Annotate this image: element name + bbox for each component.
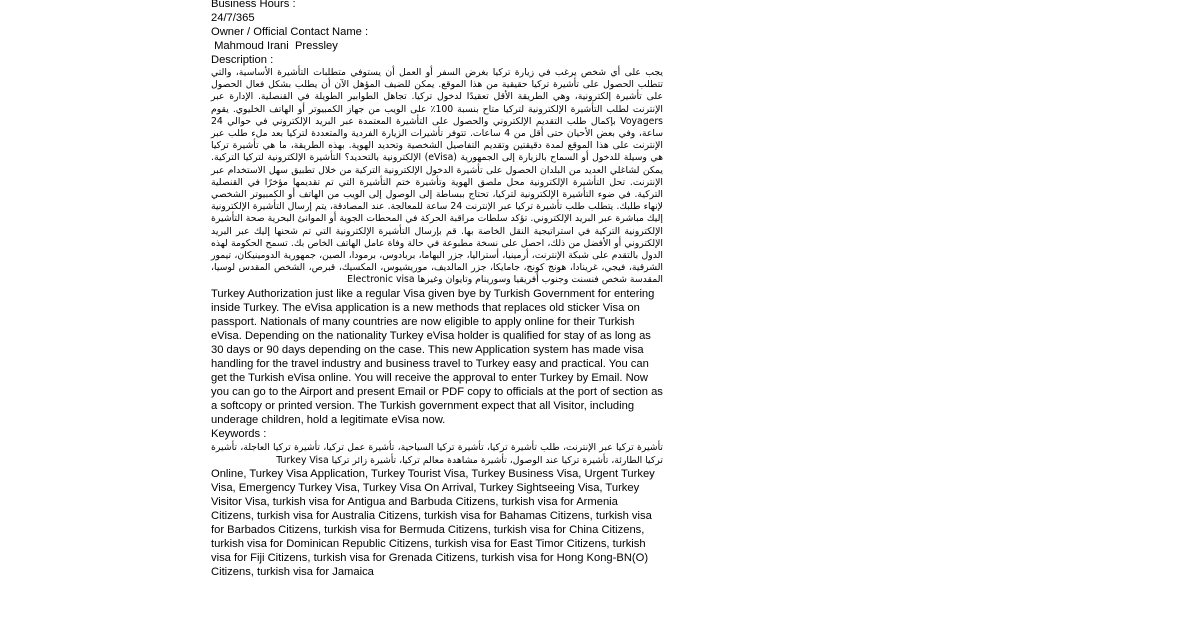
owner-value: Mahmoud Irani Pressley [211, 40, 338, 52]
owner-label: Owner / Official Contact Name : [211, 26, 369, 38]
keywords-label: Keywords : [211, 427, 267, 440]
keywords-arabic-text: تأشيرة تركيا عبر الإنترنت، طلب تأشيرة تركيا، تأشيرة تركيا السياحية، تأشيرة عمل تركيا، تأشيرة تركيا العاجلة، تأشيرة تركيا الطارئة، تأشيرة تركيا عند الوصول، تأشيرة مشاهدة معالم تركيا، تأشيرة زائر تركيا Turkey Visa [211, 441, 663, 467]
business-hours-label: Business Hours : [211, 0, 296, 10]
description-english-text: Turkey Authorization just like a regular Visa given bye by Turkish Government for entering inside Turkey. The eVisa application is a new methods that replaces old sticker Visa on passport. Nationals of many countries are now eligible to apply online for their Turkish eVisa. Depending on the nationality Turkey eVisa holder is qualified for stay of as long as 30 days or 90 days depending on the case. This new Application system has made visa handling for the travel industry and business travel to Turkey easy and practical. You can get the Turkish eVisa online. You will receive the approval to enter Turkey by Email. Now you can go to the Airport and present Email or PDF copy to officials at the port of section as a softcopy or printed version. The Turkish government expect that all Visitor, including underage children, hold a legitimate eVisa now. [211, 287, 663, 426]
listing-details [211, 0, 663, 579]
business-hours-value: 24/7/365 [211, 12, 255, 24]
description-arabic-text: يجب على أي شخص يرغب في زيارة تركيا بغرض السفر أو العمل أن يستوفي متطلبات التأشيرة الأساسية، والتي تتطلب الحصول على تأشيرة تركيا حقيقية من هذا الموقع. يمكن للضيف المؤهل الآن أن يطلب بشكل فعال الحصول على تأشيرة إلكترونية، وهي الطريقة الأقل تعقيدًا لدخول تركيا. تجاهل الطوابير الطويلة في القنصلية. الإدارة عبر الإنترنت لطلب التأشيرة الإلكترونية لتركيا متاح بنسبة 100٪ على الويب من جهاز الكمبيوتر أو الهاتف الخليوي. يقوم Voyagers بإكمال طلب التقديم الإلكتروني والحصول على التأشيرة المعتمدة عبر البريد الإلكتروني في حوالي 24 ساعة، وفي بعض الأحيان حتى أقل من 4 ساعات. تتوفر تأشيرات الزيارة الفردية والمتعددة لتركيا بعد ملء طلب عبر الإنترنت على هذا الموقع لمدة دقيقتين وتقديم التفاصيل الشخصية وتحديد الهوية. بهذه الطريقة، ما هي تأشيرة تركيا هي وسيلة للدخول أو السماح بالزيارة إلى الجمهورية (eVisa) الإلكترونية بالتحديد؟ التأشيرة الإلكترونية لتركيا التركية. يمكن لشاغلي العديد من البلدان الحصول على تأشيرة الدخول الإلكترونية التركية من خلال تطبيق سهل الاستخدام عبر الإنترنت. تحل التأشيرة الإلكترونية محل ملصق الهوية وتأشيرة ختم التأشيرة التي تم تقديمها مؤخرًا في القنصلية التركية. في ضوء التأشيرة الإلكترونية لتركيا، تحتاج ببساطة إلى الوصول إلى الويب من الهاتف أو الكمبيوتر الشخصي لإنهاء طلبك. يتطلب طلب تأشيرة تركيا عبر الإنترنت 24 ساعة للمعالجة. عند المصادقة، يتم إرسال التأشيرة الإلكترونية إليك مباشرة عبر البريد الإلكتروني. تؤكد سلطات مراقبة الحركة في المحطات الجوية أو الموانئ البحرية صحة التأشيرة الإلكترونية التركية في استراتيجية النقل الخاصة بها. قم بإرسال التأشيرة الإلكترونية التي تم شحنها إليك عبر البريد الإلكتروني أو الأفضل من ذلك، احصل على نسخة مطبوعة في حالة وفاة عامل الهاتف الخاص بك. تسمح الحكومة لهذه الدول بالتقدم على شبكة الإنترنت، أرمينيا، أستراليا، جزر البهاما، بربادوس، برمودا، الصين، جمهورية الدومينيكان، تيمور الشرقية، فيجي، غرينادا، هونج كونج، جامايكا، جزر المالديف، موريشيوس، المكسيك، قبرص، الشخص المقدس لوسيا، المقدسة شخص فنسنت وجنوب أفريقيا وسورينام وتايوان وغيرها Electronic visa [211, 67, 664, 286]
keywords-english-text: Online, Turkey Visa Application, Turkey Tourist Visa, Turkey Business Visa, Urgent Turkey Visa, Emergency Turkey Visa, Turkey Visa On Arrival, Turkey Sightseeing Visa, Turkey Visitor Visa, turkish visa for Antigua and Barbuda Citizens, turkish visa for Armenia Citizens, turkish visa for Australia Citizens, turkish visa for Bahamas Citizens, turkish visa for Barbados Citizens, turkish visa for Bermuda Citizens, turkish visa for China Citizens, turkish visa for Dominican Republic Citizens, turkish visa for East Timor Citizens, turkish visa for Fiji Citizens, turkish visa for Grenada Citizens, turkish visa for Hong Kong-BN(O) Citizens, turkish visa for Jamaica [211, 468, 655, 579]
description-label: Description : [211, 54, 274, 66]
